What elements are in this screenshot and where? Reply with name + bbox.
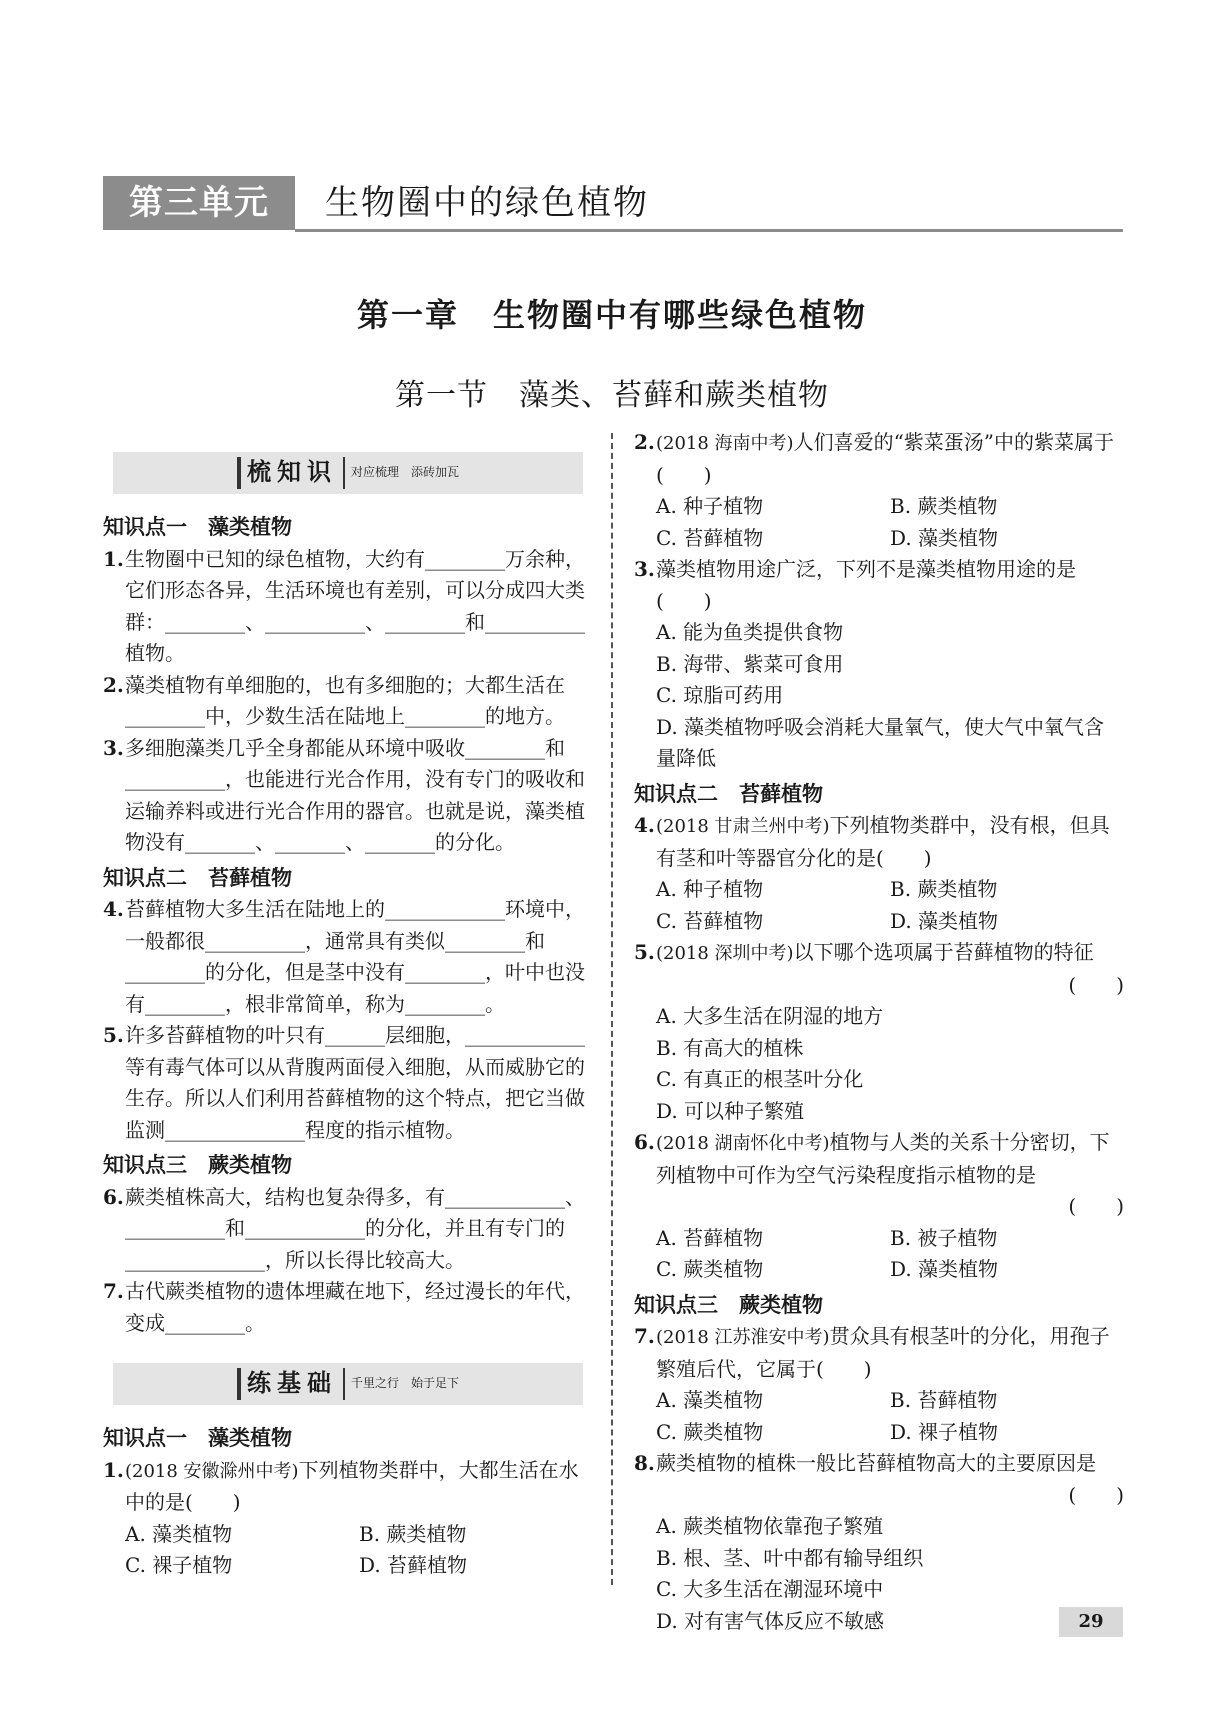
question [103, 733, 593, 859]
question [634, 427, 1124, 491]
option-a[interactable]: A. 苔藓植物 [656, 1225, 764, 1250]
option-d[interactable]: D. 可以种子繁殖 [656, 1098, 805, 1123]
options [634, 1511, 1124, 1637]
option-c[interactable]: C. 蕨类植物 [656, 1419, 764, 1444]
question [634, 1448, 1124, 1511]
banner-subtitle: 千里之行 始于足下 [343, 1368, 459, 1400]
chapter-title: 第一章 生物圈中有哪些绿色植物 [356, 296, 867, 334]
option-a[interactable]: A. 大多生活在阴湿的地方 [656, 1004, 884, 1028]
question-source: (2018 海南中考) [656, 433, 794, 454]
question [103, 670, 593, 733]
question-number: 2. [634, 430, 655, 454]
options [634, 1223, 1124, 1286]
question-text: 藻类植物用途广泛，下列不是藻类植物用途的是( ) [656, 557, 1076, 613]
option-d[interactable]: D. 藻类植物呼吸会消耗大量氧气，使大气中氧气含量降低 [656, 714, 1105, 770]
question-number: 3. [103, 735, 124, 760]
option-d[interactable]: D. 藻类植物 [890, 908, 999, 933]
right-column [634, 427, 1124, 1637]
option-d[interactable]: D. 藻类植物 [890, 525, 999, 550]
option-c[interactable]: C. 蕨类植物 [656, 1257, 764, 1281]
column-divider [611, 433, 613, 1585]
option-a[interactable]: A. 藻类植物 [656, 1388, 764, 1412]
question-source: (2018 江苏淮安中考) [656, 1327, 830, 1348]
question-number: 6. [634, 1130, 655, 1154]
banner-subtitle: 对应梳理 添砖加瓦 [343, 457, 459, 489]
question-text: 下列植物类群中，大都生活在水中的是( ) [125, 1457, 579, 1514]
option-c[interactable]: C. 大多生活在潮湿环境中 [656, 1577, 884, 1601]
option-c[interactable]: C. 苔藓植物 [656, 525, 764, 550]
option-d[interactable]: D. 藻类植物 [890, 1257, 999, 1281]
option-d[interactable]: D. 苔藓植物 [359, 1553, 468, 1577]
basics-banner [113, 1363, 583, 1405]
banner-title: 梳知识 [237, 457, 343, 489]
question [634, 1127, 1124, 1223]
question-source: (2018 湖南怀化中考) [656, 1133, 830, 1154]
question-text: 多细胞藻类几乎全身都能从环境中吸收________和__________，也能进行光合作用，没有专门的吸收和运输养料或进行光合作用的器官。也就是说，藻类植物没有_______、_______、_______的分化。 [125, 735, 585, 854]
unit-label: 第三单元 [103, 176, 295, 230]
option-c[interactable]: C. 裸子植物 [125, 1553, 233, 1577]
option-b[interactable]: B. 苔藓植物 [890, 1388, 998, 1412]
question-text: 蕨类植物的植株一般比苔藓植物高大的主要原因是 [656, 1451, 1096, 1475]
option-c[interactable]: C. 苔藓植物 [656, 908, 764, 933]
question-text: 蕨类植株高大，结构也复杂得多，有____________、__________和____________的分化，并且有专门的______________，所以长得比较高大。 [125, 1184, 585, 1272]
option-a[interactable]: A. 蕨类植物依靠孢子繁殖 [656, 1514, 884, 1538]
question-text: 人们喜爱的“紫菜蛋汤”中的紫菜属于( ) [656, 430, 1115, 487]
question-number: 4. [103, 897, 124, 921]
option-a[interactable]: A. 种子植物 [656, 877, 764, 901]
option-c[interactable]: C. 有真正的根茎叶分化 [656, 1067, 864, 1091]
option-b[interactable]: B. 根、茎、叶中都有输导组织 [656, 1545, 924, 1570]
options [103, 1519, 593, 1582]
option-b[interactable]: B. 被子植物 [890, 1225, 998, 1250]
question-text: 下列植物类群中，没有根，但具有茎和叶等器官分化的是( ) [656, 813, 1110, 870]
option-b[interactable]: B. 蕨类植物 [359, 1521, 467, 1546]
question-number: 2. [103, 672, 124, 697]
knowledge-point-heading: 知识点二 苔藓植物 [634, 781, 823, 806]
option-a[interactable]: A. 能为鱼类提供食物 [656, 620, 844, 644]
question [634, 554, 1124, 617]
question-text: 许多苔藓植物的叶只有______层细胞，____________等有毒气体可以从背腹两面侵入细胞，从而威胁它的生存。所以人们利用苔藓植物的这个特点，把它当做监测______________程度的指示植物。 [125, 1023, 585, 1142]
question-number: 3. [634, 557, 655, 581]
answer-paren: ( ) [1068, 1482, 1124, 1507]
option-b[interactable]: B. 蕨类植物 [890, 877, 998, 901]
answer-paren: ( ) [1068, 972, 1124, 997]
option-d[interactable]: D. 裸子植物 [890, 1419, 999, 1444]
question-source: (2018 安徽滁州中考) [125, 1460, 299, 1482]
knowledge-point-heading: 知识点一 藻类植物 [103, 515, 292, 539]
knowledge-point-heading: 知识点二 苔藓植物 [103, 865, 292, 890]
question-text: 生物圈中已知的绿色植物，大约有________万余种，它们形态各异，生活环境也有差别，可以分成四大类群：________、__________、________和__________植物。 [125, 546, 585, 665]
page-number: 29 [1059, 1607, 1123, 1637]
option-b[interactable]: B. 有高大的植株 [656, 1035, 804, 1060]
options [634, 1385, 1124, 1448]
unit-rule [295, 229, 1123, 232]
knowledge-point-heading: 知识点一 藻类植物 [103, 1426, 292, 1450]
question [103, 1020, 593, 1146]
question [634, 937, 1124, 1001]
section-title: 第一节 藻类、苔藓和蕨类植物 [395, 378, 829, 413]
question-source: (2018 深圳中考) [656, 943, 794, 964]
banner-title: 练基础 [237, 1368, 343, 1400]
question [103, 1455, 593, 1519]
question-text: 古代蕨类植物的遗体埋藏在地下，经过漫长的年代，变成________。 [125, 1279, 585, 1335]
knowledge-point-heading: 知识点三 蕨类植物 [634, 1292, 823, 1317]
question [103, 894, 593, 1020]
question-text: 藻类植物有单细胞的，也有多细胞的；大都生活在________中，少数生活在陆地上________的地方。 [125, 672, 565, 728]
question-number: 8. [634, 1451, 655, 1475]
question-number: 5. [634, 940, 655, 964]
question [103, 544, 593, 670]
question-text: 贯众具有根茎叶的分化，用孢子繁殖后代，它属于( ) [656, 1324, 1110, 1381]
question-number: 1. [103, 546, 124, 571]
question [103, 1182, 593, 1277]
option-a[interactable]: A. 藻类植物 [125, 1521, 233, 1546]
options [634, 874, 1124, 937]
option-c[interactable]: C. 琼脂可药用 [656, 683, 784, 707]
question-number: 5. [103, 1023, 124, 1047]
question-text: 植物与人类的关系十分密切，下列植物中可作为空气污染程度指示植物的是 [656, 1130, 1110, 1187]
left-column [103, 452, 593, 1582]
question [103, 1276, 593, 1339]
options [634, 617, 1124, 775]
question-number: 1. [103, 1457, 124, 1482]
answer-paren: ( ) [1068, 1194, 1124, 1218]
knowledge-point-heading: 知识点三 蕨类植物 [103, 1153, 292, 1177]
option-b[interactable]: B. 海带、紫菜可食用 [656, 651, 844, 676]
unit-header [103, 176, 1123, 232]
question-source: (2018 甘肃兰州中考) [656, 816, 830, 837]
question-number: 4. [634, 813, 655, 837]
options [634, 491, 1124, 554]
question [634, 1321, 1124, 1385]
question-number: 6. [103, 1184, 124, 1209]
option-a[interactable]: A. 种子植物 [656, 494, 764, 518]
question-number: 7. [103, 1279, 124, 1303]
question-number: 7. [634, 1324, 655, 1348]
options [634, 1001, 1124, 1127]
option-d[interactable]: D. 对有害气体反应不敏感 [656, 1608, 885, 1633]
question-text: 苔藓植物大多生活在陆地上的____________环境中，一般都很__________，通常具有类似________和________的分化，但是茎中没有________，叶中也没有________，根非常简单，称为________。 [125, 897, 585, 1016]
option-b[interactable]: B. 蕨类植物 [890, 494, 998, 518]
knowledge-banner [113, 452, 583, 494]
unit-title: 生物圈中的绿色植物 [325, 183, 649, 223]
question-text: 以下哪个选项属于苔藓植物的特征 [793, 940, 1094, 964]
question [634, 810, 1124, 874]
